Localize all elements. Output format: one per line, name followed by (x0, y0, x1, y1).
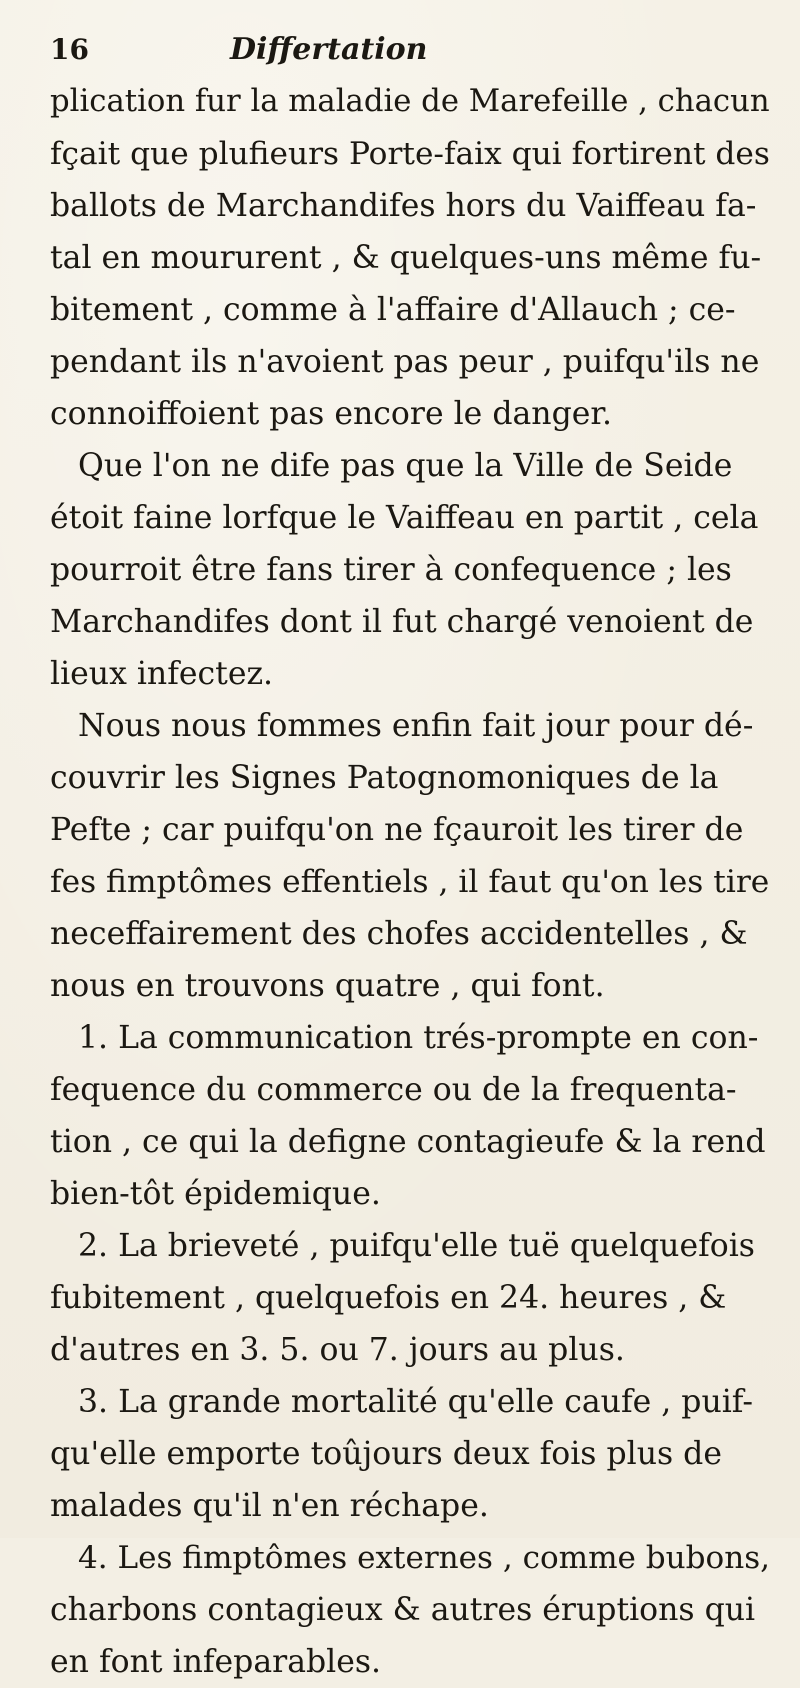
body-text (50, 76, 771, 1688)
text-line: 3. La grande mortalité qu'elle caufe , puif- (78, 1384, 753, 1420)
text-line: charbons contagieux & autres éruptions qui (50, 1592, 756, 1628)
text-line: fequence du commerce ou de la frequenta- (50, 1072, 737, 1108)
text-line: étoit faine lorfque le Vaiffeau en partit , cela (50, 500, 759, 536)
text-line: tion , ce qui la defigne contagieufe & la rend (50, 1124, 766, 1160)
text-line: Que l'on ne dife pas que la Ville de Seide (78, 448, 733, 484)
text-line: tal en moururent , & quelques-uns même fu- (50, 240, 762, 276)
text-line: Nous nous fommes enfin fait jour pour dé- (78, 708, 754, 744)
text-line: malades qu'il n'en réchape. (50, 1488, 489, 1524)
text-line: qu'elle emporte toûjours deux fois plus de (50, 1436, 722, 1472)
running-head (50, 32, 760, 76)
text-line: connoiffoient pas encore le danger. (50, 396, 612, 432)
text-line: fubitement , quelquefois en 24. heures , & (50, 1280, 727, 1316)
text-line: en font infeparables. (50, 1644, 382, 1680)
page-number: 16 (50, 33, 89, 66)
text-line: 4. Les fimptômes externes , comme bubons, (78, 1540, 771, 1576)
text-line: plication fur la maladie de Marefeille , chacun (50, 84, 770, 119)
running-title: Differtation (230, 32, 428, 67)
text-line: 1. La communication trés-prompte en con- (78, 1020, 759, 1056)
text-line: couvrir les Signes Patognomoniques de la (50, 760, 719, 796)
text-line: nous en trouvons quatre , qui font. (50, 968, 605, 1004)
text-line: Pefte ; car puifqu'on ne fçauroit les tirer de (50, 812, 744, 848)
text-line: pourroit être fans tirer à confequence ; les (50, 552, 732, 588)
text-line: ballots de Marchandifes hors du Vaiffeau fa- (50, 188, 757, 224)
text-line: fçait que plufieurs Porte-faix qui fortirent des (50, 136, 770, 172)
text-line: lieux infectez. (50, 656, 274, 692)
text-line: 2. La brieveté , puifqu'elle tuë quelquefois (78, 1228, 755, 1264)
text-line: neceffairement des chofes accidentelles , & (50, 916, 748, 952)
text-line: d'autres en 3. 5. ou 7. jours au plus. (50, 1332, 625, 1368)
text-line: fes fimptômes effentiels , il faut qu'on les tire (50, 864, 770, 900)
text-line: bitement , comme à l'affaire d'Allauch ; ce- (50, 292, 736, 328)
text-line: bien-tôt épidemique. (50, 1176, 381, 1212)
text-line: Marchandifes dont il fut chargé venoient de (50, 604, 754, 640)
text-line: pendant ils n'avoient pas peur , puifqu'ils ne (50, 344, 760, 380)
